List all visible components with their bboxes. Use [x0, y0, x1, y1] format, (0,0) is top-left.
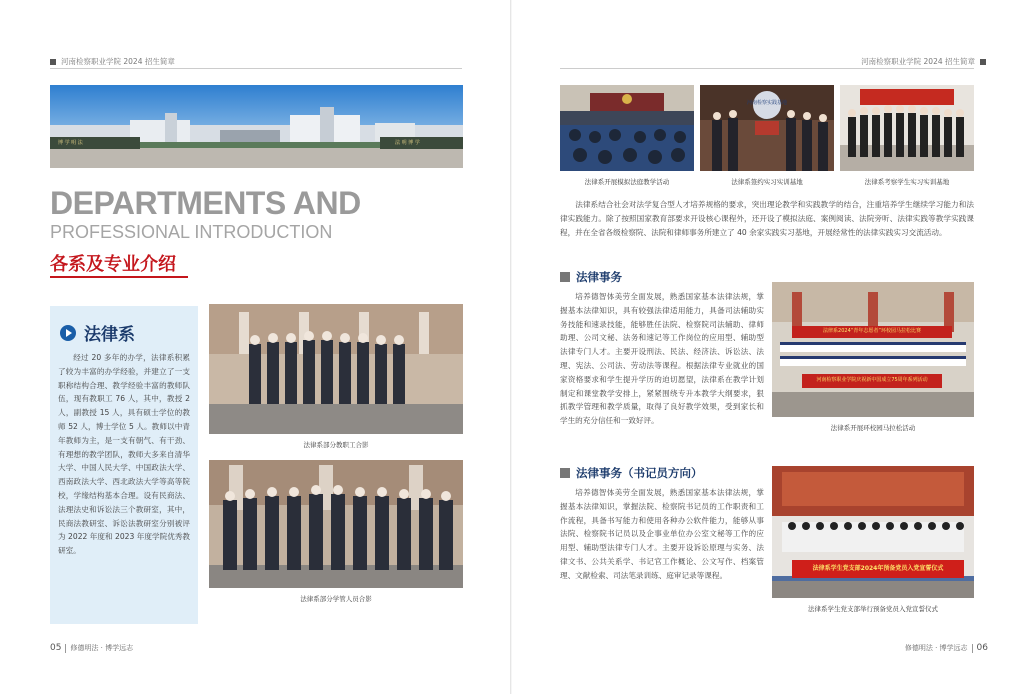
major-name: 法律事务（书记员方向） [576, 466, 703, 480]
right-page-number: 06 [976, 643, 988, 653]
anniversary-banner-text: 河南检察职业学院庆祝新中国成立75周年系列活动 [816, 377, 928, 383]
right-footer-motto: 修德明法 · 博学远志 [904, 644, 968, 652]
practice-base-sign-text: 河南检察实践基地 [746, 100, 787, 106]
campus-marathon-photo [772, 282, 974, 417]
right-footer [905, 643, 988, 653]
right-header-text: 河南检察职业学院 2024 招生简章 [861, 57, 975, 66]
header-square-icon [980, 59, 986, 65]
left-page-number: 05 [50, 643, 62, 653]
moot-court-caption: 法律系开展模拟法庭教学活动 [584, 178, 670, 186]
section-square-icon [560, 468, 570, 478]
base-inspection-caption: 法律系考察学生实习实训基地 [864, 178, 950, 186]
staff-group-photo [209, 304, 463, 434]
major-description: 培养德智体美劳全面发展，熟悉国家基本法律法规，掌握基本法律知识，具有较强法律适用能力，具备司法辅助实务技能和速录技能，能够胜任法院、检察院司法辅助、律师助理、公司文秘、法务和速记等工作岗位的应用型、辅助型法律专门人才。主要开设刑法、民法、经济法、诉讼法、法理、宪法、公司法、劳动法等课程。根据法律专业就业的国家资格要求和学生提升学历的迫切愿望，法律系在教学计划制定和课堂教学安排上，紧紧围绕专升本教学大纲要求，狠抓教学管理和教学质量，取得了良好教学效果，受到家长和学生的充分信任和一致好评。 [560, 292, 764, 426]
title-underline [50, 276, 188, 278]
left-header-text: 河南检察职业学院 2024 招生简章 [61, 57, 175, 66]
left-header-rule [50, 68, 462, 69]
student-managers-photo [209, 460, 463, 588]
campus-marathon-caption: 法律系开展环校园马拉松活动 [830, 424, 916, 432]
right-header-rule [560, 68, 974, 69]
play-circle-icon [60, 325, 76, 341]
header-square-icon [50, 59, 56, 65]
department-name: 法律系 [84, 325, 135, 345]
major-heading-clerk-direction [560, 465, 703, 481]
department-intro-text: 经过 20 多年的办学，法律系积累了较为丰富的办学经验，并建立了一支职称结构合理、教学经验丰富的教师队伍，现有教职工 76 人，其中，教授 2 人，副教授 15 人，具有硕士学位的教师 52 人，博士学位 5 人。教师以中青年教师为主，是一支有朝气、有干劲、有理想的教学团队，教师大多来自清华大学、中国人民大学、中国政法大学、西南政法大学、西北政法大学等高等院校，学缘结构基本合理。设有民商法、法理法史和诉讼法三个教研室，其中，民商法教研室、诉讼法教研室分别被评为 2022 年度和 2023 年度学院优秀教研室。 [58, 353, 190, 556]
footer-divider [65, 644, 66, 653]
party-oath-photo [772, 466, 974, 598]
right-page [512, 0, 1024, 694]
students-photo-caption: 法律系部分学管人员合影 [300, 595, 372, 603]
title-english-line2: PROFESSIONAL INTRODUCTION [50, 222, 333, 242]
party-oath-caption: 法律系学生党支部举行预备党员入党宣誓仪式 [808, 605, 938, 613]
practice-base-caption: 法律系签约实习实训基地 [731, 178, 803, 186]
section-square-icon [560, 272, 570, 282]
title-english-line1: DEPARTMENTS AND [50, 185, 361, 221]
moot-court-photo [560, 85, 694, 171]
marathon-banner-text: 法律系2024“青年志愿者”环校园马拉松比赛 [823, 328, 921, 334]
left-running-header [50, 56, 175, 67]
right-running-header [861, 56, 986, 67]
left-footer [50, 643, 133, 653]
right-intro-text: 法律系结合社会对法学复合型人才培养规格的要求，突出理论教学和实践教学的结合，注重培养学生继续学习能力和法律实践能力。除了按照国家教育部要求开设核心课程外，还开设了模拟法庭、案例阅读、法院旁听、法律实践等教学实践课程，并在全省各级检察院、法院和律师事务所建立了 40 余家实践实习基地，开展经常性的法律实践实习交流活动。 [560, 200, 974, 237]
campus-banner-photo [50, 85, 463, 168]
left-footer-motto: 修德明法 · 博学远志 [70, 644, 134, 652]
major-description: 培养德智体美劳全面发展，熟悉国家基本法律法规，掌握基本法律知识，掌握法院、检察院书记员的工作职责和工作流程，具备书写能力和使用各种办公软件能力，能够从事法院、检察院书记员以及企事业单位办公室文秘等工作的应用型、辅助型法律专门人才。主要开设诉讼原理与实务、法律文书、公共关系学、书记官工作概论、公文写作、档案管理、文献检索、司法笔录训练、庭审记录等课程。 [560, 488, 764, 580]
party-oath-banner-text: 法律系学生党支部2024年预备党员入党宣誓仪式 [812, 565, 944, 572]
major-name: 法律事务 [576, 270, 622, 284]
footer-divider [972, 644, 973, 653]
banner-left-sign: 博 学 明 法 [58, 140, 83, 146]
major-heading-legal-affairs [560, 269, 622, 285]
staff-photo-caption: 法律系部分教职工合影 [303, 441, 369, 449]
practice-base-signing-photo [700, 85, 834, 171]
base-inspection-photo [840, 85, 974, 171]
department-heading [60, 320, 135, 345]
title-chinese: 各系及专业介绍 [50, 254, 176, 275]
banner-right-sign: 法 明 博 学 [395, 140, 420, 146]
